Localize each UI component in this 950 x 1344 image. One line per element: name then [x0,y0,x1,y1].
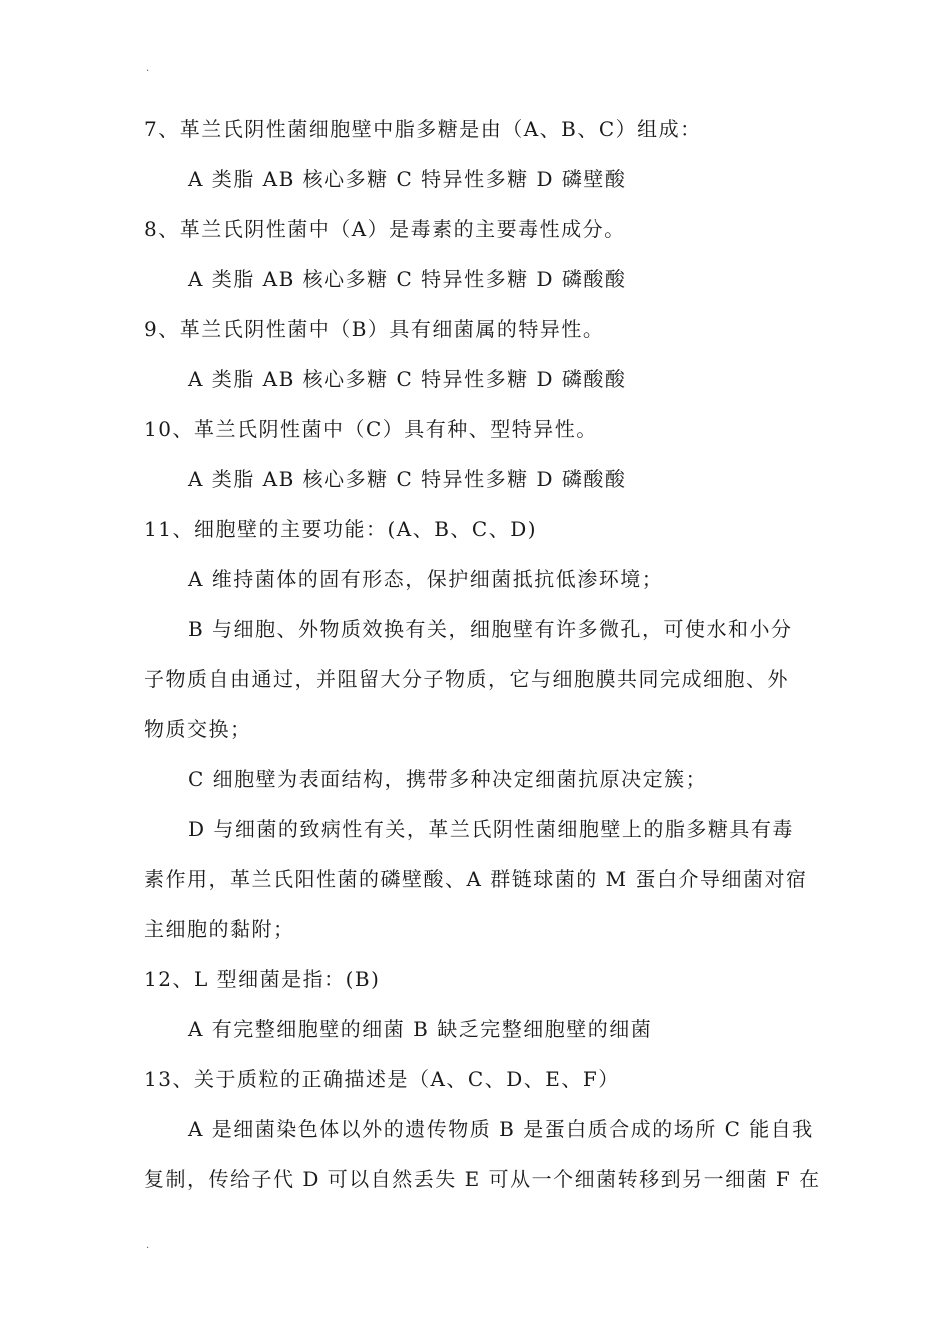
text-line: D 与细菌的致病性有关，革兰氏阴性菌细胞壁上的脂多糖具有毒 [188,817,794,841]
text-line: A 有完整细胞壁的细菌 B 缺乏完整细胞壁的细菌 [188,1017,653,1041]
text-line: A 类脂 AB 核心多糖 C 特异性多糖 D 磷酸酸 [188,267,627,291]
text-line: A 类脂 AB 核心多糖 C 特异性多糖 D 磷壁酸 [188,167,627,191]
text-line: C 细胞壁为表面结构，携带多种决定细菌抗原决定簇； [188,767,708,791]
footer-mark: . [146,1240,150,1251]
text-line: 物质交换； [144,717,252,741]
text-line: 复制，传给子代 D 可以自然丢失 E 可从一个细菌转移到另一细菌 F 在 [144,1167,821,1191]
text-line: B 与细胞、外物质效换有关，细胞壁有许多微孔，可使水和小分 [188,617,793,641]
text-line: A 维持菌体的固有形态，保护细菌抵抗低渗环境； [188,567,664,591]
text-line: A 类脂 AB 核心多糖 C 特异性多糖 D 磷酸酸 [188,367,627,391]
text-line: 7、革兰氏阴性菌细胞壁中脂多糖是由（A、B、C）组成： [144,117,702,141]
text-line: 12、L 型细菌是指：(B) [144,967,381,991]
text-line: 10、革兰氏阴性菌中（C）具有种、型特异性。 [144,417,598,441]
text-line: 11、细胞壁的主要功能：(A、B、C、D) [144,517,538,541]
text-line: A 是细菌染色体以外的遗传物质 B 是蛋白质合成的场所 C 能自我 [188,1117,814,1141]
header-mark: . [146,63,150,74]
text-line: 主细胞的黏附； [144,917,295,941]
text-line: A 类脂 AB 核心多糖 C 特异性多糖 D 磷酸酸 [188,467,627,491]
text-line: 9、革兰氏阴性菌中（B）具有细菌属的特异性。 [144,317,605,341]
document-body [144,104,821,1204]
text-line: 素作用，革兰氏阳性菌的磷壁酸、A 群链球菌的 M 蛋白介导细菌对宿 [144,867,808,891]
text-line: 13、关于质粒的正确描述是（A、C、D、E、F） [144,1067,620,1091]
text-line: 8、革兰氏阴性菌中（A）是毒素的主要毒性成分。 [144,217,626,241]
text-line: 子物质自由通过，并阻留大分子物质，它与细胞膜共同完成细胞、外 [144,667,789,691]
